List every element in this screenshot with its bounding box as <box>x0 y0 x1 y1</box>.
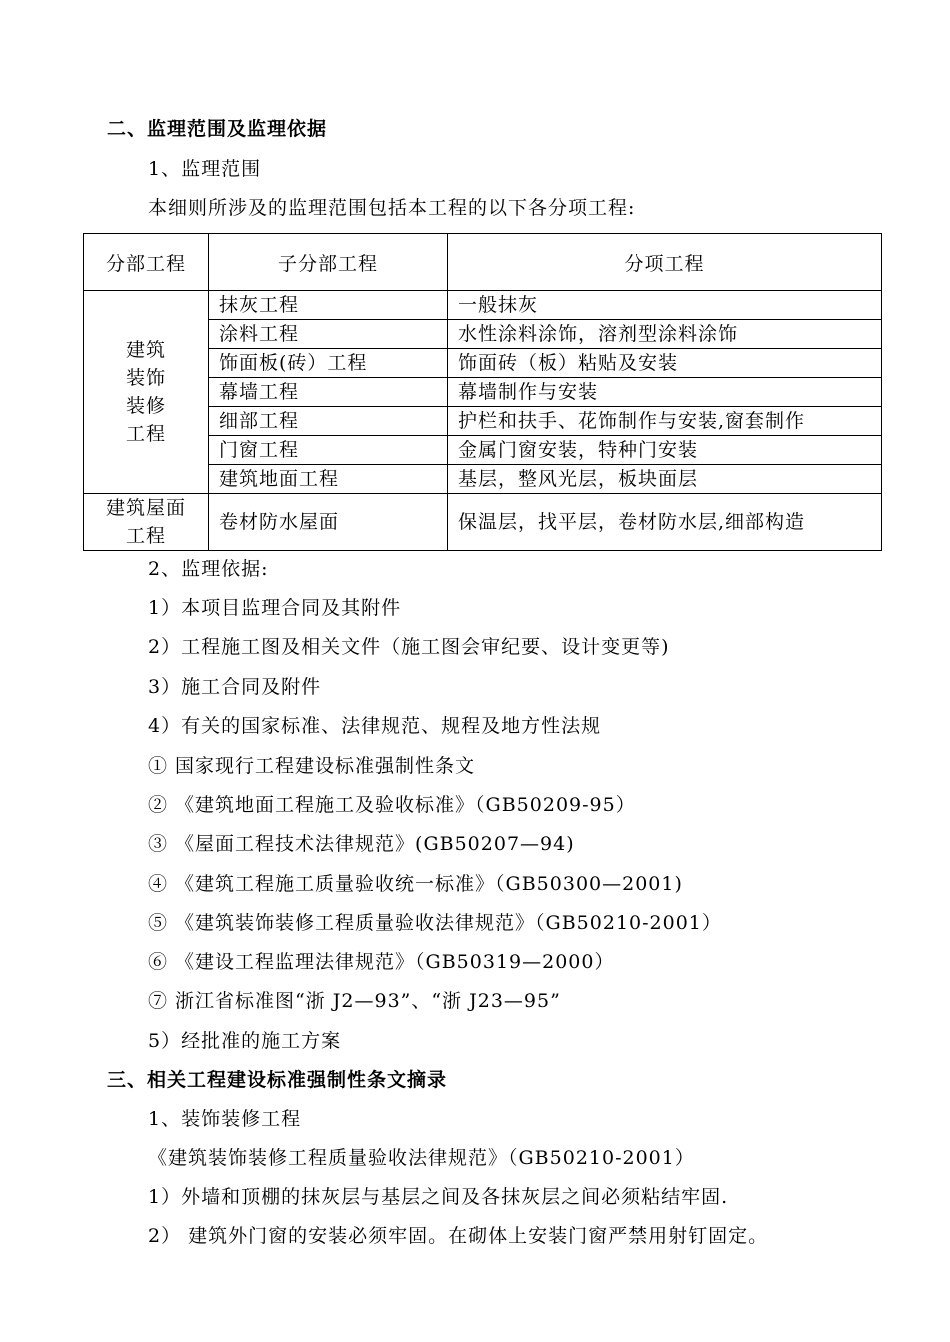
division-cell-roof <box>84 494 209 551</box>
basis-heading: 2、监理依据: <box>148 558 269 580</box>
item-cell: 金属门窗安装，特种门安装 <box>448 436 882 465</box>
basis-item: ④ 《建筑工程施工质量验收统一标准》（GB50300—2001) <box>148 873 683 895</box>
division-line: 建筑屋面 <box>105 497 186 519</box>
division-line: 装饰 <box>125 367 166 389</box>
header-item: 分项工程 <box>448 234 882 291</box>
basis-item: ⑦ 浙江省标准图“浙 J2—93”、“浙 J23—95” <box>148 990 561 1012</box>
basis-item: 2）工程施工图及相关文件（施工图会审纪要、设计变更等) <box>148 636 670 658</box>
scope-heading: 1、监理范围 <box>148 158 262 180</box>
item-cell: 饰面砖（板）粘贴及安装 <box>448 349 882 378</box>
sub-cell: 涂料工程 <box>209 320 448 349</box>
division-line: 工程 <box>125 525 166 547</box>
item-cell: 水性涂料涂饰，溶剂型涂料涂饰 <box>448 320 882 349</box>
sub-cell: 建筑地面工程 <box>209 465 448 494</box>
basis-item: 1）本项目监理合同及其附件 <box>148 597 402 619</box>
clause-item: 1）外墙和顶棚的抹灰层与基层之间及各抹灰层之间必须粘结牢固. <box>148 1186 729 1208</box>
header-subdivision: 子分部工程 <box>209 234 448 291</box>
item-cell: 一般抹灰 <box>448 291 882 320</box>
standard-title: 《建筑装饰装修工程质量验收法律规范》（GB50210-2001） <box>148 1147 695 1169</box>
basis-item: ③ 《屋面工程技术法律规范》(GB50207—94) <box>148 833 575 855</box>
table-header-row <box>84 234 882 291</box>
item-cell: 幕墙制作与安装 <box>448 378 882 407</box>
division-line: 建筑 <box>125 339 166 361</box>
basis-item: ⑤ 《建筑装饰装修工程质量验收法律规范》（GB50210-2001） <box>148 912 722 934</box>
basis-item: 5）经批准的施工方案 <box>148 1030 342 1052</box>
table-row <box>84 291 882 320</box>
item-cell: 护栏和扶手、花饰制作与安装,窗套制作 <box>448 407 882 436</box>
basis-item: 4）有关的国家标准、法律规范、规程及地方性法规 <box>148 715 602 737</box>
scope-intro: 本细则所涉及的监理范围包括本工程的以下各分项工程: <box>148 197 636 219</box>
clause-item: 2） 建筑外门窗的安装必须牢固。在砌体上安装门窗严禁用射钉固定。 <box>148 1225 769 1247</box>
item-cell: 基层，整风光层，板块面层 <box>448 465 882 494</box>
section-3-sub-heading: 1、装饰装修工程 <box>148 1108 302 1130</box>
item-cell: 保温层，找平层，卷材防水层,细部构造 <box>448 494 882 551</box>
basis-item: 3）施工合同及附件 <box>148 676 322 698</box>
section-2-title: 二、监理范围及监理依据 <box>107 118 328 140</box>
header-division: 分部工程 <box>84 234 209 291</box>
basis-item: ① 国家现行工程建设标准强制性条文 <box>148 755 476 777</box>
division-line: 装修 <box>125 395 166 417</box>
division-line: 工程 <box>125 423 166 445</box>
sub-cell: 细部工程 <box>209 407 448 436</box>
table-row <box>84 494 882 551</box>
basis-item: ⑥ 《建设工程监理法律规范》（GB50319—2000） <box>148 951 615 973</box>
basis-item: ② 《建筑地面工程施工及验收标准》（GB50209-95） <box>148 794 636 816</box>
sub-cell: 抹灰工程 <box>209 291 448 320</box>
sub-cell: 门窗工程 <box>209 436 448 465</box>
sub-cell: 幕墙工程 <box>209 378 448 407</box>
sub-cell: 饰面板(砖）工程 <box>209 349 448 378</box>
sub-cell: 卷材防水屋面 <box>209 494 448 551</box>
scope-table <box>83 233 882 551</box>
section-3-title: 三、相关工程建设标准强制性条文摘录 <box>107 1069 448 1091</box>
division-cell-decoration <box>84 291 209 494</box>
